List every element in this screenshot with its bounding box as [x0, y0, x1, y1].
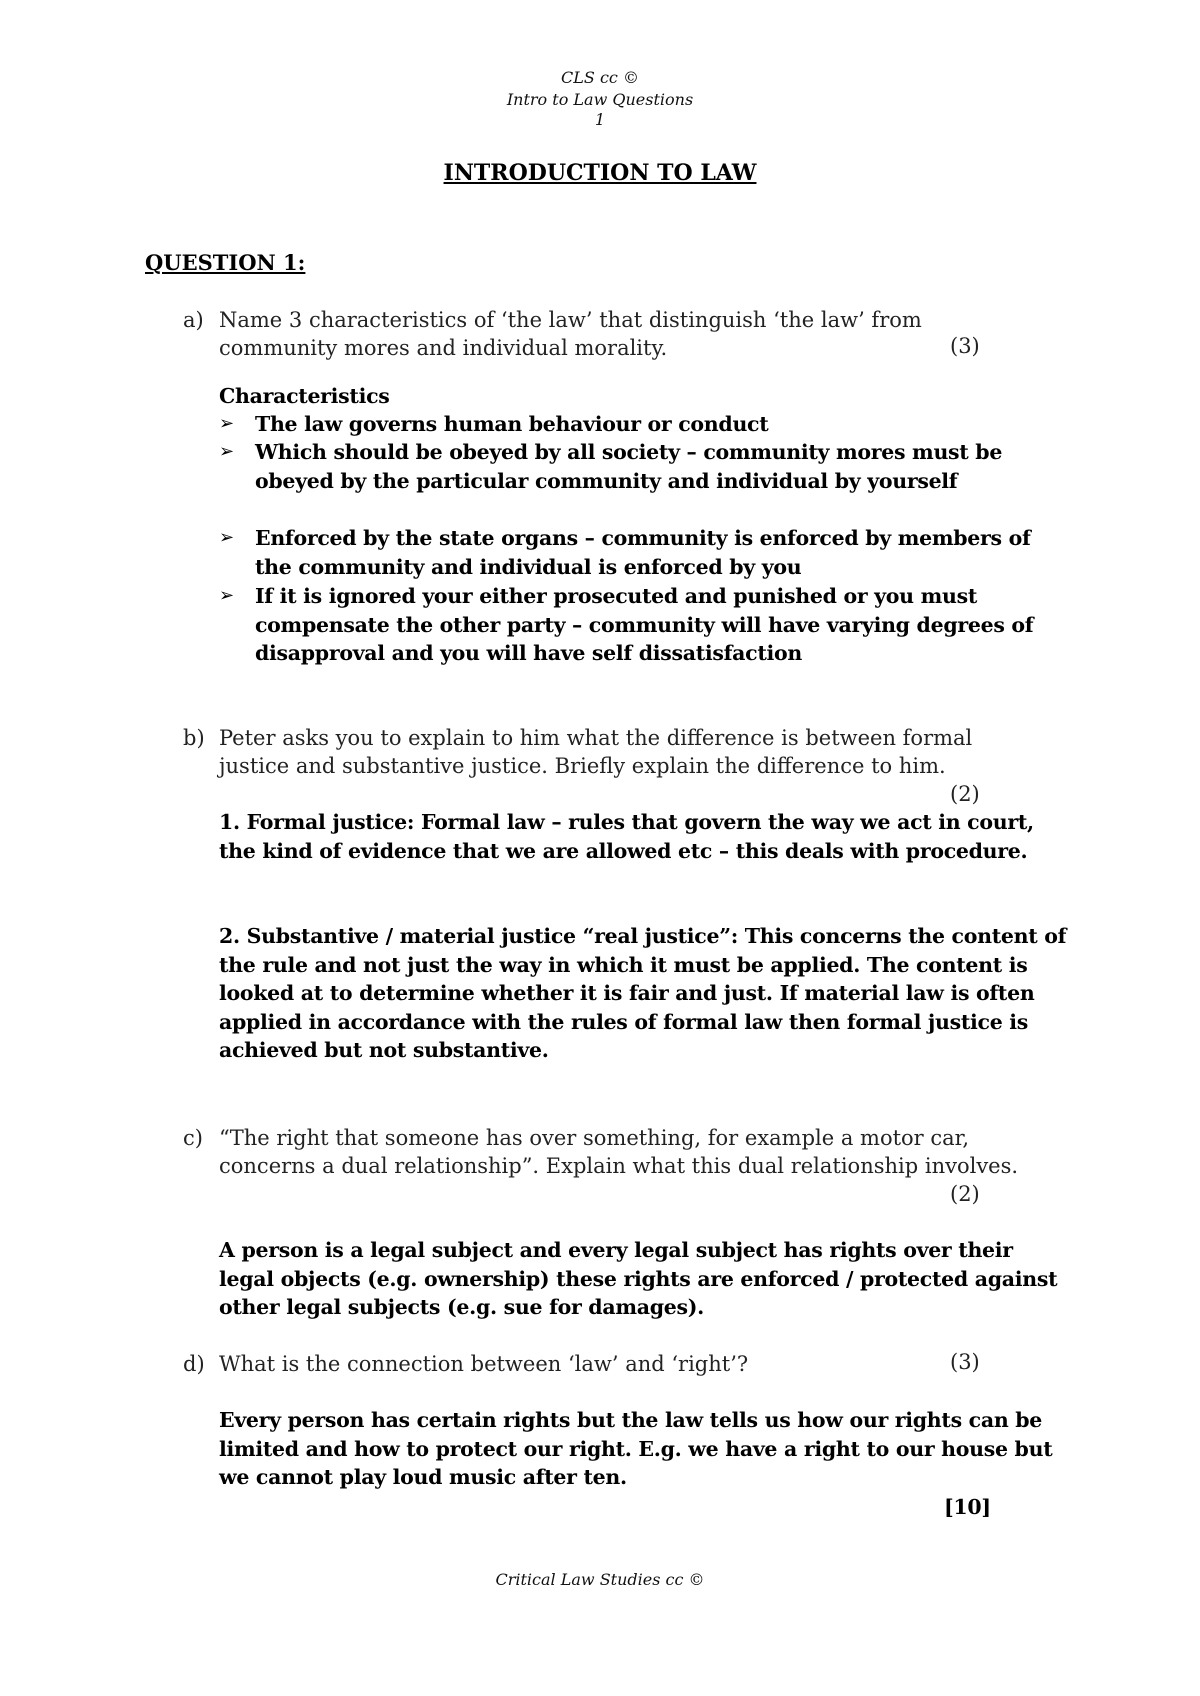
question-text: “The right that someone has over something, for example a motor car, concerns a dual relationship”. Explain what this dual relationship involves. — [219, 1126, 1019, 1178]
question-marks: (3) — [950, 334, 980, 358]
question-text: Name 3 characteristics of ‘the law’ that distinguish ‘the law’ from community mores and individual morality. — [219, 308, 922, 360]
arrow-bullet-icon: ➢ — [219, 527, 234, 548]
answer-text: 1. Formal justice: Formal law – rules that govern the way we act in court, the kind of evidence that we are allowed etc – this deals with procedure. — [219, 810, 1034, 863]
question-label: c) — [183, 1126, 203, 1150]
total-marks: [10] — [944, 1495, 991, 1519]
question-label: d) — [183, 1352, 205, 1376]
header-copyright: CLS cc © — [561, 68, 639, 87]
answer-text: Every person has certain rights but the law tells us how our rights can be limited and how to protect our right. E.g. we have a right to our house but we cannot play loud music after ten. — [219, 1408, 1053, 1489]
header-page-number: 1 — [594, 110, 606, 129]
question-text: Peter asks you to explain to him what the difference is between formal justice and substantive justice. Briefly explain the difference to him. — [219, 726, 973, 778]
page-title: INTRODUCTION TO LAW — [443, 160, 757, 186]
question-marks: (3) — [950, 1350, 980, 1374]
answer-heading: Characteristics — [219, 384, 390, 408]
answer-text: A person is a legal subject and every legal subject has rights over their legal objects (e.g. ownership) these rights are enforced / protected against other legal subjects (e.g. sue for damages). — [219, 1238, 1058, 1319]
document-page: CLS cc © Intro to Law Questions 1 INTRODUCTION TO LAW QUESTION 1: a) Name 3 characteristics of ‘the law’ that distinguish ‘the law’ from community mores and individual morality. (3) Characteristics ➢ The law governs human behaviour or conduct ➢ Which should be obeyed by all society – community mores must be obeyed by the particular community and individual by yourself ➢ Enforced by the state organs – community is enforced by members of the community and individual is enforced by you ➢ If it is ignored your either prosecuted and punished or you must compensate the other party – community will have varying degrees of disapproval and you will have self dissatisfaction b) Peter asks you to explain to him what the difference is between formal justice and substantive justice. Briefly explain the difference to him. (2) 1. Formal justice: Formal law – rules that govern the way we act in court, the kind of evidence that we are allowed etc – this deals with procedure. 2. Substantive / material justice “real justice”: This concerns the content of the rule and not just the way in which it must be applied. The content is looked at to determine whether it is fair and just. If material law is often applied in accordance with the rules of formal law then formal justice is achieved but not substantive. c) “The right that someone has over something, for example a motor car, concerns a dual relationship”. Explain what this dual relationship involves. (2) A person is a legal subject and every legal subject has rights over their legal objects (e.g. ownership) these rights are enforced / protected against other legal subjects (e.g. sue for damages). d) What is the connection between ‘law’ and ‘right’? (3) Every person has certain rights but the law tells us how our rights can be limited and how to protect our right. E.g. we have a right to our house but we cannot play loud music after ten. [10] Critical Law Studies cc © — [0, 0, 1200, 1696]
arrow-bullet-icon: ➢ — [219, 585, 234, 606]
question-label: a) — [183, 308, 204, 332]
question-text: What is the connection between ‘law’ and ‘right’? — [219, 1352, 749, 1376]
question-label: b) — [183, 726, 205, 750]
question-marks: (2) — [950, 782, 980, 806]
header-doc-title: Intro to Law Questions — [506, 90, 694, 109]
question-heading: QUESTION 1: — [145, 250, 306, 275]
answer-text: 2. Substantive / material justice “real justice”: This concerns the content of the rule and not just the way in which it must be applied. The content is looked at to determine whether it is fair and just. If material law is often applied in accordance with the rules of formal law then formal justice is achieved but not substantive. — [219, 924, 1067, 1062]
arrow-bullet-icon: ➢ — [219, 413, 234, 434]
question-marks: (2) — [950, 1182, 980, 1206]
page-footer: Critical Law Studies cc © — [495, 1570, 705, 1589]
arrow-bullet-icon: ➢ — [219, 441, 234, 462]
